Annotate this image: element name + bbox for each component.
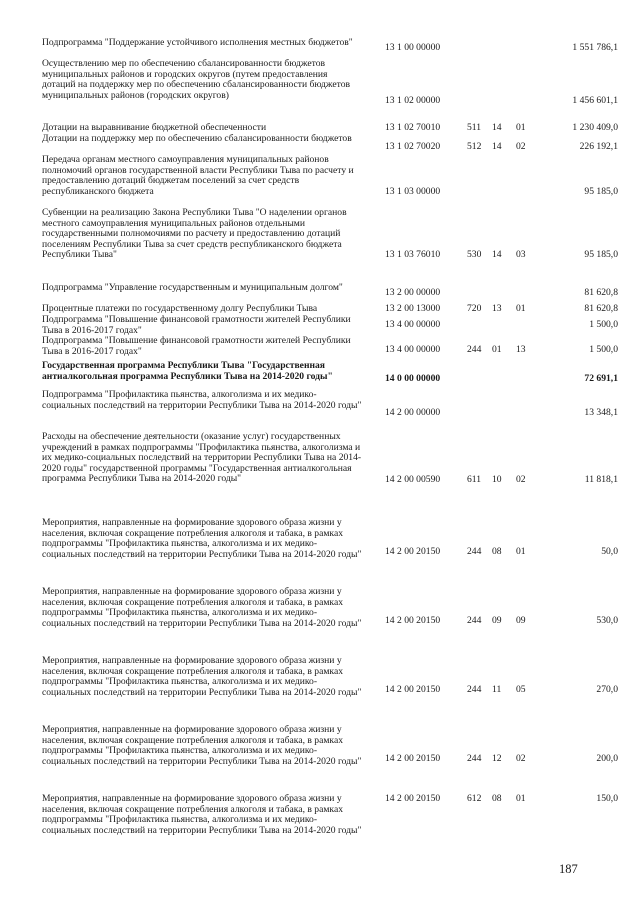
- table-row: [0, 59, 640, 123]
- target-article-code: 13 1 03 00000: [385, 186, 441, 197]
- subsection-code: 01: [516, 793, 526, 804]
- subsection-code: 05: [516, 684, 526, 695]
- expense-type-code: 244: [467, 615, 482, 626]
- amount-value: 11 818,1: [584, 474, 618, 485]
- expense-type-code: 244: [467, 546, 482, 557]
- expense-type-code: 244: [467, 344, 482, 355]
- table-row: [0, 432, 640, 518]
- amount-value: 81 620,8: [584, 287, 618, 298]
- row-description: Подпрограмма "Повышение финансовой грамотности жителей Республики Тыва в 2016-2017 годах": [42, 335, 351, 357]
- target-article-code: 13 4 00 00000: [385, 319, 441, 330]
- expense-type-code: 512: [467, 141, 482, 152]
- row-description: Передача органам местного самоуправления муниципальных районов полномочий органов государственной власти Республики Тыва по расчету и предоставлению дотаций бюджетам поселений за счет средств республиканского бюджета: [42, 154, 354, 197]
- table-row: [0, 283, 640, 304]
- section-code: 10: [492, 474, 502, 485]
- subsection-code: 01: [516, 303, 526, 314]
- subsection-code: 02: [516, 141, 526, 152]
- row-description: Подпрограмма "Профилактика пьянства, алкоголизма и их медико-социальных последствий на территории Республики Тыва на 2014-2020 годы": [42, 389, 362, 411]
- amount-value: 1 551 786,1: [572, 42, 618, 53]
- target-article-code: 13 2 00 00000: [385, 287, 441, 298]
- subsection-code: 09: [516, 615, 526, 626]
- row-description: Подпрограмма "Повышение финансовой грамотности жителей Республики Тыва в 2016-2017 годах": [42, 314, 351, 336]
- target-article-code: 13 1 02 00000: [385, 95, 441, 106]
- row-description: Государственная программа Республики Тыва "Государственная антиалкогольная программа Республики Тыва на 2014-2020 годы": [42, 360, 333, 382]
- row-description: Субвенции на реализацию Закона Республики Тыва "О наделении органов местного самоуправления муниципальных районов отдельными государственными полномочиями по расчету и предоставлению дотаций поселениям Республики Тыва за счет средств республиканского бюджета Республики Тыва": [42, 207, 347, 261]
- target-article-code: 14 0 00 00000: [385, 373, 441, 384]
- table-row: [0, 38, 640, 59]
- amount-value: 1 500,0: [589, 344, 618, 355]
- target-article-code: 14 2 00 20150: [385, 684, 441, 695]
- section-code: 12: [492, 753, 502, 764]
- table-row: [0, 587, 640, 656]
- amount-value: 200,0: [596, 753, 618, 764]
- table-row: [0, 208, 640, 283]
- page-number: 187: [559, 862, 578, 876]
- target-article-code: 14 2 00 00590: [385, 474, 441, 485]
- target-article-code: 13 1 00 00000: [385, 42, 441, 53]
- row-description: Мероприятия, направленные на формирование здорового образа жизни у населения, включая сокращение потребления алкоголя и табака, в рамках подпрограммы "Профилактика пьянства, алкоголизма и их медико-социальных последствий на территории Республики Тыва на 2014-2020 годы": [42, 724, 362, 767]
- table-row: [0, 315, 640, 336]
- row-description: Мероприятия, направленные на формирование здорового образа жизни у населения, включая сокращение потребления алкоголя и табака, в рамках подпрограммы "Профилактика пьянства, алкоголизма и их медико-социальных последствий на территории Республики Тыва на 2014-2020 годы": [42, 793, 362, 836]
- amount-value: 95 185,0: [584, 249, 618, 260]
- target-article-code: 13 1 02 70020: [385, 141, 441, 152]
- amount-value: 226 192,1: [579, 141, 618, 152]
- section-code: 13: [492, 303, 502, 314]
- row-description: Процентные платежи по государственному долгу Республики Тыва: [42, 303, 318, 314]
- subsection-code: 13: [516, 344, 526, 355]
- row-description: Мероприятия, направленные на формирование здорового образа жизни у населения, включая сокращение потребления алкоголя и табака, в рамках подпрограммы "Профилактика пьянства, алкоголизма и их медико-социальных последствий на территории Республики Тыва на 2014-2020 годы": [42, 586, 362, 629]
- table-row: [0, 390, 640, 432]
- expense-type-code: 530: [467, 249, 482, 260]
- budget-table: [0, 37, 640, 836]
- amount-value: 81 620,8: [584, 303, 618, 314]
- expense-type-code: 720: [467, 303, 482, 314]
- table-row: [0, 656, 640, 725]
- section-code: 09: [492, 615, 502, 626]
- row-description: Осуществлению мер по обеспечению сбалансированности бюджетов муниципальных районов и городских округов (путем предоставления дотаций на поддержку мер по обеспечению сбалансированности бюджетов муниципальных районов (городских округов): [42, 58, 351, 101]
- expense-type-code: 612: [467, 793, 482, 804]
- target-article-code: 13 1 02 70010: [385, 122, 441, 133]
- target-article-code: 14 2 00 20150: [385, 546, 441, 557]
- table-row: [0, 361, 640, 390]
- row-description: Подпрограмма "Поддержание устойчивого исполнения местных бюджетов": [42, 37, 353, 48]
- section-code: 14: [492, 249, 502, 260]
- target-article-code: 14 2 00 00000: [385, 407, 441, 418]
- target-article-code: 14 2 00 20150: [385, 793, 441, 804]
- amount-value: 1 456 601,1: [572, 95, 618, 106]
- row-description: Дотации на выравнивание бюджетной обеспеченности: [42, 122, 267, 133]
- amount-value: 150,0: [596, 793, 618, 804]
- amount-value: 13 348,1: [584, 407, 618, 418]
- amount-value: 95 185,0: [584, 186, 618, 197]
- subsection-code: 03: [516, 249, 526, 260]
- table-row: [0, 155, 640, 208]
- target-article-code: 13 1 03 76010: [385, 249, 441, 260]
- subsection-code: 01: [516, 122, 526, 133]
- target-article-code: 14 2 00 20150: [385, 615, 441, 626]
- section-code: 14: [492, 122, 502, 133]
- section-code: 11: [492, 684, 502, 695]
- table-row: [0, 518, 640, 587]
- amount-value: 50,0: [601, 546, 618, 557]
- table-row: [0, 336, 640, 361]
- row-description: Расходы на обеспечение деятельности (оказание услуг) государственных учреждений в рамках подпрограммы "Профилактика пьянства, алкоголизма и их медико-социальных последствий на территории Республики Тыва на 2014-2020 годы" государственной программы "Государственная антиалкогольная программа Республики Тыва на 2014-2020 годы": [42, 431, 362, 485]
- row-description: Дотации на поддержку мер по обеспечению сбалансированности бюджетов: [42, 133, 352, 144]
- expense-type-code: 244: [467, 753, 482, 764]
- table-row: [0, 134, 640, 155]
- subsection-code: 02: [516, 753, 526, 764]
- target-article-code: 13 4 00 00000: [385, 344, 441, 355]
- row-description: Мероприятия, направленные на формирование здорового образа жизни у населения, включая сокращение потребления алкоголя и табака, в рамках подпрограммы "Профилактика пьянства, алкоголизма и их медико-социальных последствий на территории Республики Тыва на 2014-2020 годы": [42, 655, 362, 698]
- expense-type-code: 511: [467, 122, 482, 133]
- subsection-code: 01: [516, 546, 526, 557]
- table-row: [0, 725, 640, 794]
- amount-value: 530,0: [596, 615, 618, 626]
- section-code: 01: [492, 344, 502, 355]
- section-code: 08: [492, 793, 502, 804]
- row-description: Подпрограмма "Управление государственным и муниципальным долгом": [42, 282, 343, 293]
- subsection-code: 02: [516, 474, 526, 485]
- amount-value: 72 691,1: [584, 373, 618, 384]
- target-article-code: 13 2 00 13000: [385, 303, 441, 314]
- target-article-code: 14 2 00 20150: [385, 753, 441, 764]
- amount-value: 270,0: [596, 684, 618, 695]
- amount-value: 1 500,0: [589, 319, 618, 330]
- amount-value: 1 230 409,0: [572, 122, 618, 133]
- section-code: 14: [492, 141, 502, 152]
- expense-type-code: 611: [467, 474, 482, 485]
- expense-type-code: 244: [467, 684, 482, 695]
- row-description: Мероприятия, направленные на формирование здорового образа жизни у населения, включая сокращение потребления алкоголя и табака, в рамках подпрограммы "Профилактика пьянства, алкоголизма и их медико-социальных последствий на территории Республики Тыва на 2014-2020 годы": [42, 517, 362, 560]
- section-code: 08: [492, 546, 502, 557]
